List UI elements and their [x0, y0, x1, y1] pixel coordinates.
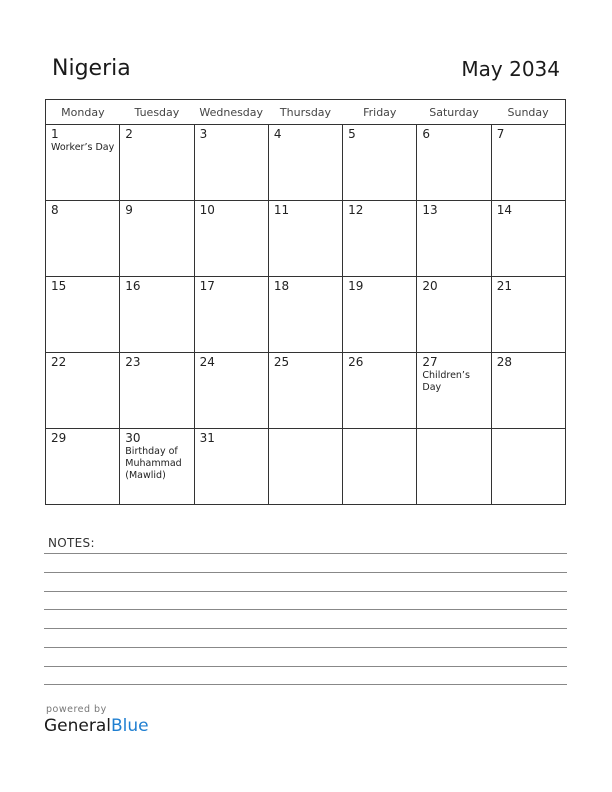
day-number: 6 [422, 127, 431, 141]
calendar-day-cell[interactable] [417, 201, 491, 277]
calendar-day-cell[interactable] [417, 277, 491, 353]
calendar-day-cell[interactable] [194, 125, 268, 201]
weekday-header-row [46, 100, 566, 125]
month-year-title: May 2034 [461, 57, 560, 81]
day-number: 26 [348, 355, 364, 369]
calendar-day-cell[interactable] [268, 277, 342, 353]
calendar-day-cell[interactable] [343, 429, 417, 505]
day-number: 27 [422, 355, 438, 369]
calendar-day-cell[interactable] [46, 201, 120, 277]
calendar-week-row [46, 201, 566, 277]
calendar-day-cell[interactable] [120, 277, 194, 353]
country-title: Nigeria [52, 56, 131, 81]
notes-line [44, 647, 567, 648]
weekday-friday: Friday [343, 100, 417, 125]
calendar-day-cell[interactable] [120, 201, 194, 277]
calendar-day-cell[interactable] [491, 429, 565, 505]
calendar-day-cell[interactable] [194, 429, 268, 505]
day-number: 15 [51, 279, 67, 293]
weekday-tuesday: Tuesday [120, 100, 194, 125]
holiday-label: Worker’s Day [51, 142, 115, 153]
calendar-day-cell[interactable] [268, 125, 342, 201]
day-number: 5 [348, 127, 356, 141]
notes-line [44, 553, 567, 554]
notes-label: NOTES: [48, 536, 95, 550]
powered-by-text: powered by [46, 704, 107, 715]
calendar-day-cell[interactable] [417, 429, 491, 505]
notes-line [44, 666, 567, 667]
weekday-thursday: Thursday [268, 100, 342, 125]
calendar-day-cell[interactable] [343, 277, 417, 353]
calendar-week-row [46, 125, 566, 201]
calendar-day-cell[interactable] [46, 125, 120, 201]
calendar-week-row [46, 277, 566, 353]
notes-line [44, 628, 567, 629]
day-number: 12 [348, 203, 364, 217]
weekday-saturday: Saturday [417, 100, 491, 125]
calendar-day-cell[interactable] [417, 125, 491, 201]
calendar-day-cell[interactable] [120, 429, 194, 505]
calendar-day-cell[interactable] [343, 201, 417, 277]
calendar-week-row [46, 429, 566, 505]
weekday-wednesday: Wednesday [194, 100, 268, 125]
day-number: 17 [199, 279, 215, 293]
calendar-day-cell[interactable] [491, 125, 565, 201]
calendar-day-cell[interactable] [268, 429, 342, 505]
calendar-day-cell[interactable] [46, 429, 120, 505]
notes-line [44, 591, 567, 592]
notes-line [44, 684, 567, 685]
day-number: 13 [422, 203, 438, 217]
holiday-label: Children’s Day [422, 370, 470, 393]
day-number: 19 [348, 279, 364, 293]
calendar-day-cell[interactable] [268, 353, 342, 429]
calendar-day-cell[interactable] [343, 353, 417, 429]
calendar-day-cell[interactable] [46, 277, 120, 353]
day-number: 29 [51, 431, 67, 445]
calendar-day-cell[interactable] [194, 277, 268, 353]
day-number: 2 [125, 127, 133, 141]
notes-line [44, 609, 567, 610]
day-number: 9 [125, 203, 133, 217]
brand-blue: Blue [111, 716, 149, 736]
notes-line [44, 572, 567, 573]
holiday-label: Birthday of Muhammad (Mawlid) [125, 446, 182, 481]
brand-logo[interactable] [44, 716, 149, 736]
calendar-day-cell[interactable] [268, 201, 342, 277]
day-number: 11 [273, 203, 290, 217]
calendar-day-cell[interactable] [343, 125, 417, 201]
day-number: 14 [496, 203, 512, 217]
day-number: 20 [422, 279, 438, 293]
calendar-day-cell[interactable] [194, 353, 268, 429]
day-number: 21 [496, 279, 512, 293]
day-number: 18 [273, 279, 290, 293]
day-number: 4 [273, 127, 282, 141]
day-number: 31 [199, 431, 215, 445]
day-number: 22 [51, 355, 67, 369]
calendar-day-cell[interactable] [120, 353, 194, 429]
day-number: 24 [199, 355, 215, 369]
calendar-day-cell[interactable] [491, 277, 565, 353]
day-number: 23 [125, 355, 141, 369]
calendar-day-cell[interactable] [46, 353, 120, 429]
day-number: 8 [51, 203, 59, 217]
calendar-grid [45, 99, 566, 505]
day-number: 16 [125, 279, 141, 293]
day-number: 7 [496, 127, 505, 141]
day-number: 3 [199, 127, 208, 141]
calendar-day-cell[interactable] [120, 125, 194, 201]
brand-general: General [44, 716, 111, 736]
day-number: 1 [51, 127, 59, 141]
calendar-day-cell[interactable] [491, 201, 565, 277]
calendar-day-cell[interactable] [194, 201, 268, 277]
day-number: 30 [125, 431, 141, 445]
weekday-sunday: Sunday [491, 100, 565, 125]
calendar-day-cell[interactable] [417, 353, 491, 429]
weekday-monday: Monday [46, 100, 120, 125]
calendar-week-row [46, 353, 566, 429]
day-number: 25 [273, 355, 290, 369]
day-number: 10 [199, 203, 215, 217]
calendar-day-cell[interactable] [491, 353, 565, 429]
day-number: 28 [496, 355, 512, 369]
